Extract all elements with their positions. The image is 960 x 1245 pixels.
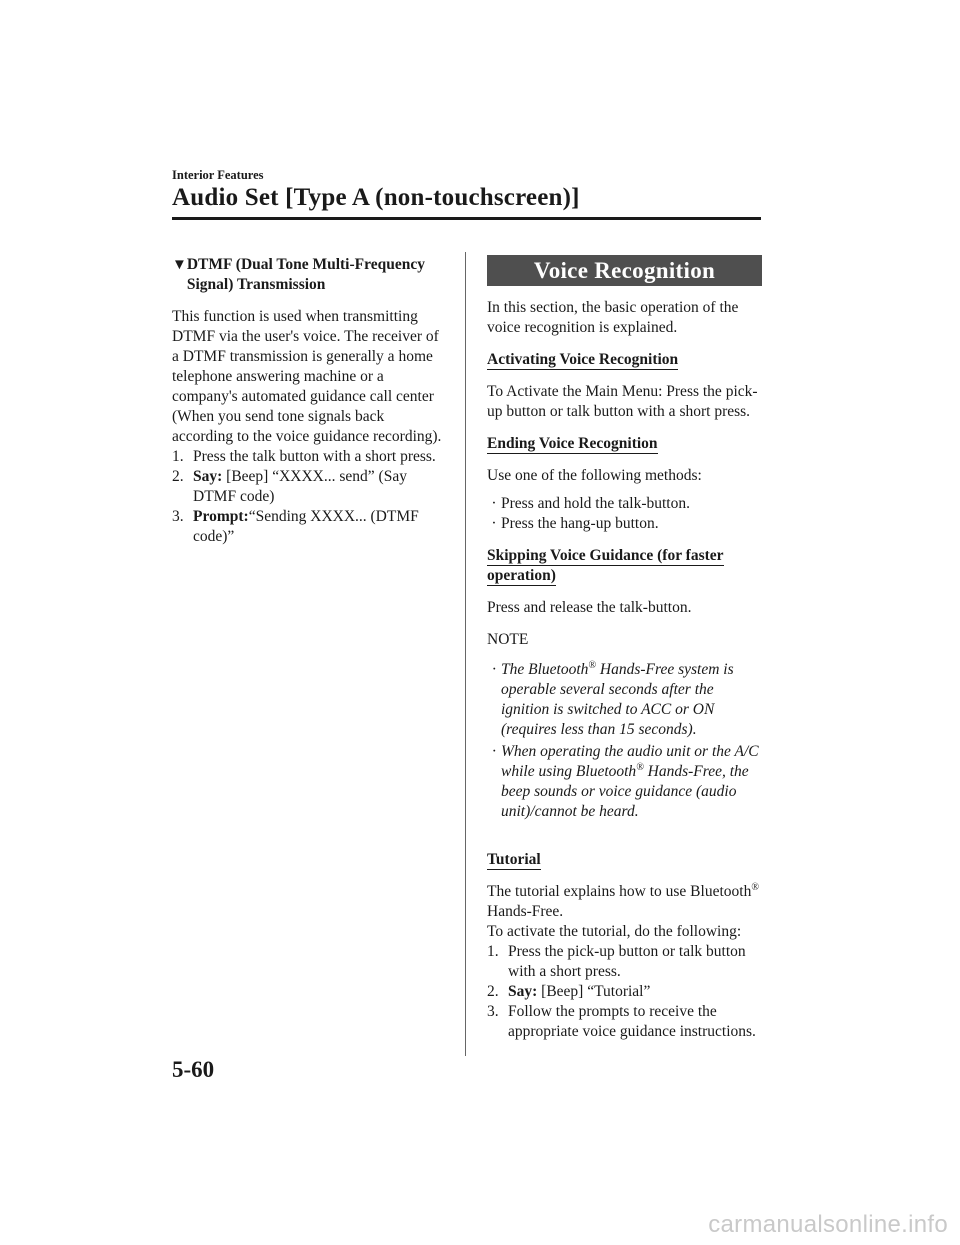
list-item bbox=[487, 742, 762, 822]
tutorial-section bbox=[487, 850, 762, 870]
page-title: Audio Set [Type A (non-touchscreen)] bbox=[172, 184, 580, 211]
dtmf-heading bbox=[172, 255, 447, 295]
bullet-icon: · bbox=[492, 743, 496, 760]
list-item bbox=[487, 942, 762, 982]
step-text: Say: [Beep] “XXXX... send” (Say DTMF code) bbox=[193, 468, 407, 505]
tutorial-text: The tutorial explains how to use Bluetooth® Hands-Free. bbox=[487, 881, 759, 920]
skipping-heading: Skipping Voice Guidance (for faster operation) bbox=[487, 547, 724, 584]
step-number: 3. bbox=[487, 1003, 499, 1020]
step-number: 1. bbox=[172, 448, 184, 465]
note-text: When operating the audio unit or the A/C while using Bluetooth® Hands-Free, the beep sounds or voice guidance (audio unit)/cannot be heard. bbox=[501, 743, 759, 820]
page-number: 5-60 bbox=[172, 1057, 215, 1082]
step-text: Press the talk button with a short press. bbox=[193, 448, 436, 465]
activating-text: To Activate the Main Menu: Press the pick-up button or talk button with a short press. bbox=[487, 383, 758, 420]
step-number: 2. bbox=[172, 468, 184, 485]
list-item bbox=[172, 467, 447, 507]
ending-text: Use one of the following methods: bbox=[487, 467, 702, 484]
step-text: Press the pick-up button or talk button with a short press. bbox=[508, 943, 746, 980]
right-column bbox=[487, 255, 762, 1042]
triangle-down-icon: ▼ bbox=[172, 257, 187, 273]
column-divider bbox=[465, 252, 466, 1056]
step-number: 2. bbox=[487, 983, 499, 1000]
bullet-icon: · bbox=[491, 515, 497, 532]
tutorial-steps bbox=[487, 942, 762, 1042]
note-list bbox=[487, 660, 762, 822]
note-text: The Bluetooth® Hands-Free system is operable several seconds after the ignition is switched to ACC or ON (requires less than 15 seconds). bbox=[501, 659, 734, 738]
activating-section bbox=[487, 350, 762, 370]
step-number: 1. bbox=[487, 943, 499, 960]
bullet-icon: · bbox=[492, 661, 496, 678]
list-item bbox=[172, 447, 447, 467]
list-item bbox=[487, 660, 762, 740]
section-label: Interior Features bbox=[172, 168, 264, 182]
tutorial-text-2: To activate the tutorial, do the following: bbox=[487, 923, 742, 940]
dtmf-steps bbox=[172, 447, 447, 547]
list-item bbox=[172, 507, 447, 547]
step-text: Follow the prompts to receive the appropriate voice guidance instructions. bbox=[508, 1003, 756, 1040]
activating-heading: Activating Voice Recognition bbox=[487, 351, 679, 368]
skipping-text: Press and release the talk-button. bbox=[487, 599, 692, 616]
step-text: Say: [Beep] “Tutorial” bbox=[508, 983, 651, 1000]
ending-heading: Ending Voice Recognition bbox=[487, 435, 658, 452]
dtmf-heading-text: DTMF (Dual Tone Multi-Frequency Signal) Transmission bbox=[186, 256, 425, 293]
title-rule bbox=[172, 217, 761, 220]
dtmf-intro: This function is used when transmitting DTMF via the user's voice. The receiver of a DTMF transmission is generally a home telephone answering machine or a company's automated guidance call center (When you send tone signals back according to the voice guidance recording). bbox=[172, 308, 442, 445]
bullet-icon: · bbox=[491, 495, 497, 512]
step-number: 3. bbox=[172, 508, 184, 525]
list-item: · Press and hold the talk-button. bbox=[487, 494, 762, 514]
step-text: Prompt:“Sending XXXX... (DTMF code)” bbox=[193, 508, 419, 545]
tutorial-heading: Tutorial bbox=[487, 851, 541, 868]
skipping-section bbox=[487, 546, 762, 586]
ending-methods bbox=[487, 494, 762, 534]
note-label: NOTE bbox=[487, 631, 529, 648]
ending-section bbox=[487, 434, 762, 454]
watermark: carmanualsonline.info bbox=[708, 1211, 948, 1238]
list-item: · Press the hang-up button. bbox=[487, 514, 762, 534]
voice-recognition-banner: Voice Recognition bbox=[487, 255, 762, 286]
list-item bbox=[487, 982, 762, 1002]
list-item bbox=[487, 1002, 762, 1042]
left-column bbox=[172, 255, 447, 547]
voice-intro: In this section, the basic operation of the voice recognition is explained. bbox=[487, 299, 739, 336]
